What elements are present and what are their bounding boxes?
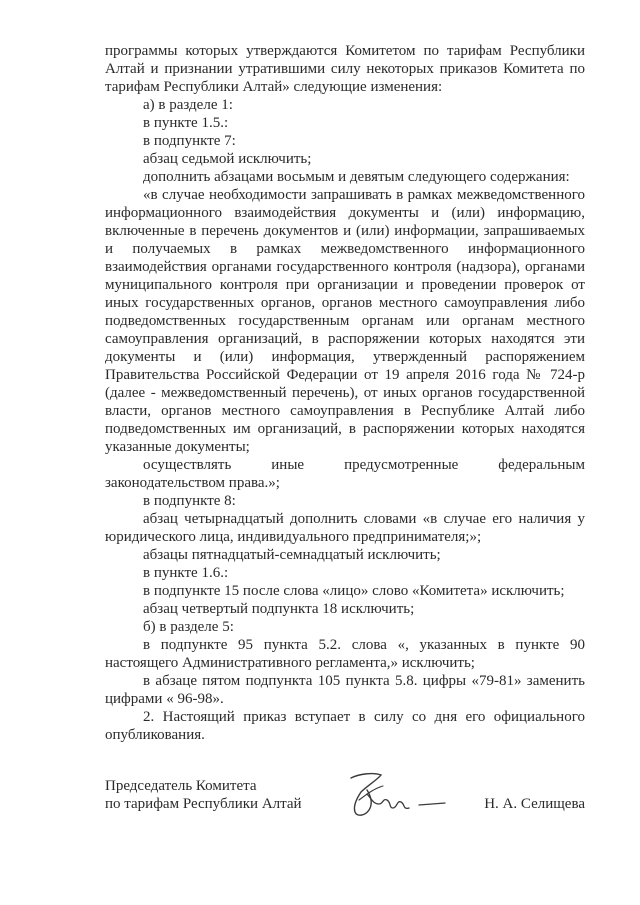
text-line: абзацы пятнадцатый-семнадцатый исключить; <box>143 547 441 563</box>
text-line: а) в разделе 1: <box>143 97 233 113</box>
text-line: в подпункте 15 после слова «лицо» слово «Комитета» исключить; <box>143 583 565 599</box>
text-line: в пункте 1.6.: <box>143 565 229 581</box>
text-line: включенные в перечень документов и (или) информации, запрашиваемых <box>105 223 585 239</box>
signature-block <box>105 777 585 837</box>
text-line: самоуправления организаций, в распоряжении которых находятся эти <box>105 331 585 347</box>
text-line: подведомственных им организаций, в распоряжении которых находятся <box>105 421 585 437</box>
text-line: и получаемых в рамках межведомственного информационного <box>105 241 585 257</box>
position-line-2: по тарифам Республики Алтай <box>105 796 302 812</box>
text-line: муниципального контроля при организации и проведении проверок от <box>105 277 585 293</box>
text-line: настоящего Административного регламента,» исключить; <box>105 655 475 671</box>
text-line: взаимодействия органами государственного контроля (надзора), органами <box>105 259 585 275</box>
text-line: Правительства Российской Федерации от 19 апреля 2016 года № 724-р <box>105 367 585 383</box>
text-line: власти, органов местного самоуправления в Республике Алтай либо <box>105 403 585 419</box>
text-line: Алтай и признании утратившими силу некоторых приказов Комитета по <box>105 61 585 77</box>
text-line: юридического лица, индивидуального предпринимателя;»; <box>105 529 482 545</box>
text-line: опубликования. <box>105 727 205 743</box>
signatory-name: Н. А. Селищева <box>484 796 585 812</box>
text-line: «в случае необходимости запрашивать в рамках межведомственного <box>143 187 585 203</box>
text-line: в подпункте 8: <box>143 493 236 509</box>
text-line: в подпункте 7: <box>143 133 236 149</box>
text-line: тарифам Республики Алтай» следующие изменения: <box>105 79 443 95</box>
text-line: 2. Настоящий приказ вступает в силу со дня его официального <box>143 709 585 725</box>
text-line: в подпункте 95 пункта 5.2. слова «, указанных в пункте 90 <box>143 637 585 653</box>
text-line: законодательством права.»; <box>105 475 280 491</box>
text-line: в абзаце пятом подпункта 105 пункта 5.8. цифры «79-81» заменить <box>143 673 585 689</box>
text-line: документы и (или) информация, утвержденный распоряжением <box>105 349 585 365</box>
signatory-position <box>105 777 302 813</box>
text-line: подведомственных государственным органам или органам местного <box>105 313 585 329</box>
text-line: б) в разделе 5: <box>143 619 234 635</box>
text-line: осуществлять иные предусмотренные федеральным <box>143 457 585 473</box>
text-line: цифрами « 96-98». <box>105 691 224 707</box>
text-line: абзац четвертый подпункта 18 исключить; <box>143 601 415 617</box>
text-line: программы которых утверждаются Комитетом по тарифам Республики <box>105 43 585 59</box>
handwritten-signature-icon <box>337 770 449 820</box>
text-line: иных государственных органов, органов местного самоуправления либо <box>105 295 585 311</box>
text-line: (далее - межведомственный перечень), от иных органов государственной <box>105 385 585 401</box>
text-line: абзац четырнадцатый дополнить словами «в случае его наличия у <box>143 511 585 527</box>
text-line: в пункте 1.5.: <box>143 115 229 131</box>
text-line: абзац седьмой исключить; <box>143 151 312 167</box>
position-line-1: Председатель Комитета <box>105 778 257 794</box>
document-body <box>105 42 585 744</box>
text-line: указанные документы; <box>105 439 250 455</box>
text-line: дополнить абзацами восьмым и девятым следующего содержания: <box>143 169 570 185</box>
text-line: информационного взаимодействия документы и (или) информацию, <box>105 205 585 221</box>
